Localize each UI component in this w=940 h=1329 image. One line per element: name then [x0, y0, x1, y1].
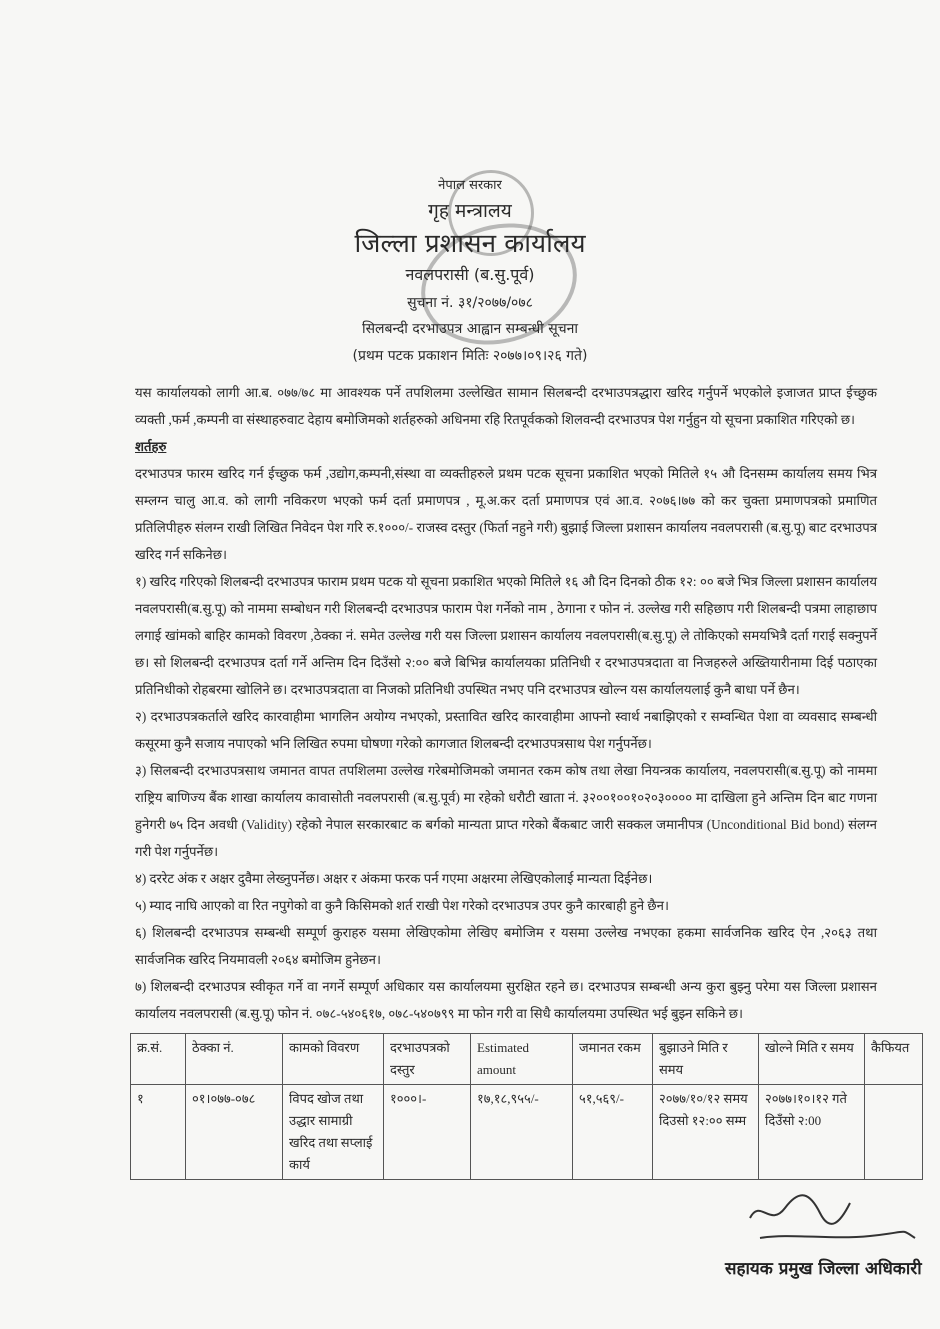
table-cell: १ [131, 1084, 186, 1179]
column-header: कैफियत [865, 1033, 923, 1084]
intro-paragraph: यस कार्यालयको लागी आ.ब. ०७७/७८ मा आवश्यक पर्ने तपशिलमा उल्लेखित सामान सिलबन्दी दरभाउपत्रद्धारा खरिद गर्नुपर्ने भएकोले इजाजत प्राप्त ईच्छुक व्यक्ती ,फर्म ,कम्पनी वा संस्थाहरुवाट देहाय बमोजिमको शर्तहरुको अधिनमा रहि रितपूर्वकको शिलवन्दी दरभाउपत्र पेश गर्नुहुन यो सूचना प्रकाशित गरिएको छ। [135, 384, 877, 427]
column-header: ठेक्का नं. [186, 1033, 283, 1084]
column-header: जमानत रकम [573, 1033, 653, 1084]
letterhead [0, 178, 940, 365]
condition-item: दरभाउपत्र फारम खरिद गर्न ईच्छुक फर्म ,उद्योग,कम्पनी,संस्था वा व्यक्तीहरुले प्रथम पटक सूचना प्रकाशित भएको मितिले १५ औ दिनसम्म कार्यालय समय भित्र सम्लग्न चालु आ.व. को लागी नविकरण भएको फर्म दर्ता प्रमाणपत्र , मू.अ.कर दर्ता प्रमाणपत्र एवं आ.व. २०७६।७७ को कर चुक्ता प्रमाणपत्रको प्रमाणित प्रतिलिपीहरु संलग्न राखी लिखित निवेदन पेश गरि रु.१०००/- राजस्व दस्तुर (फिर्ता नहुने गरी) बुझाई जिल्ला प्रशासन कार्यालय नवलपरासी (ब.सु.पू) बाट दरभाउपत्र खरिद गर्न सकिनेछ। [135, 465, 877, 562]
ministry-name: गृह मन्त्रालय [428, 199, 512, 222]
table-row [131, 1084, 923, 1179]
table-cell: ५१,५६९/- [573, 1084, 653, 1179]
column-header: कामको विवरण [283, 1033, 384, 1084]
condition-item: १) खरिद गरिएको शिलबन्दी दरभाउपत्र फाराम प्रथम पटक यो सूचना प्रकाशित भएको मितिले १६ औ दिन दिनको ठीक १२: ०० बजे भित्र जिल्ला प्रशासन कार्यालय नवलपरासी(ब.सु.पू) को नाममा सम्बोधन गरी शिलबन्दी दरभाउपत्र फाराम पेश गर्नेको नाम , ठेगाना र फोन नं. उल्लेख गरी सहिछाप गरी शिलबन्दी पत्रमा लाहाछाप लगाई खांमको बाहिर कामको विवरण ,ठेक्का नं. समेत उल्लेख गरी यस जिल्ला प्रशासन कार्यालय नवलपरासी(ब.सु.पू) ले तोकिएको समयभित्रै दर्ता गराई सक्नुपर्ने छ। सो शिलबन्दी दरभाउपत्र दर्ता गर्ने अन्तिम दिन दिउँसो २:०० बजे बिभिन्न कार्यालयका प्रतिनिधी र दरभाउपत्रदाता वा निजहरुले अख्तियारीनामा दिई पठाएका प्रतिनिधीको रोहबरमा खोलिने छ। दरभाउपत्रदाता वा निजको प्रतिनिधी उपस्थित नभए पनि दरभाउपत्र खोल्न यस कार्यालयलाई कुनै बाधा पर्ने छैन। [135, 573, 877, 697]
notice-title: सिलबन्दी दरभाउपत्र आह्वान सम्बन्धी सूचना [361, 321, 579, 338]
government-name: नेपाल सरकार [438, 178, 502, 193]
handwritten-signature [740, 1188, 920, 1248]
district-name: नवलपरासी (ब.सु.पूर्व) [405, 265, 535, 285]
column-header: बुझाउने मिति र समय [653, 1033, 759, 1084]
condition-item: २) दरभाउपत्रकर्ताले खरिद कारवाहीमा भागलिन अयोग्य नभएको, प्रस्तावित खरिद कारवाहीमा आफ्नो स्वार्थ नबाझिएको र सम्वन्धित पेशा वा व्यवसाद सम्बन्धी कसूरमा कुनै सजाय नपाएको भनि लिखित रुपमा घोषणा गरेको कागजात शिलबन्दी दरभाउपत्रसाथ पेश गर्नुपर्नेछ। [135, 708, 877, 751]
table-cell: १०००।- [384, 1084, 471, 1179]
table-cell: १७,१८,९५५/- [471, 1084, 573, 1179]
condition-item: ६) शिलबन्दी दरभाउपत्र सम्बन्धी सम्पूर्ण कुराहरु यसमा लेखिएकोमा लेखिए बमोजिम र यसमा उल्लेख नभएका हकमा सार्वजनिक खरिद ऐन ,२०६३ तथा सार्वजनिक खरिद नियमावली २०६४ बमोजिम हुनेछन। [135, 924, 877, 967]
condition-item: ४) दररेट अंक र अक्षर दुवैमा लेख्नुपर्नेछ। अक्षर र अंकमा फरक पर्न गएमा अक्षरमा लेखिएकोलाई मान्यता दिईनेछ। [135, 870, 653, 886]
signatory-designation: सहायक प्रमुख जिल्ला अधिकारी [725, 1258, 922, 1279]
table-cell: २०७७/१०/१२ समय दिउसो १२:०० सम्म [653, 1084, 759, 1179]
condition-item: ७) शिलबन्दी दरभाउपत्र स्वीकृत गर्ने वा नगर्ने सम्पूर्ण अधिकार यस कार्यालयमा सुरक्षित रहने छ। दरभाउपत्र सम्बन्धी अन्य कुरा बुझ्नु परेमा यस जिल्ला प्रशासन कार्यालय नवलपरासी (ब.सु.पू) फोन नं. ०७८-५४०६१७, ०७८-५४०७९९ मा फोन गरी वा सिधै कार्यालयमा उपस्थित भई बुझ्न सकिने छ। [135, 978, 877, 1021]
column-header: क्र.सं. [131, 1033, 186, 1084]
table-cell: २०७७।१०।१२ गते दिउँसो २:00 [759, 1084, 865, 1179]
office-name: जिल्ला प्रशासन कार्यालय [354, 228, 586, 259]
condition-item: ३) सिलबन्दी दरभाउपत्रसाथ जमानत वापत तपशिलमा उल्लेख गरेबमोजिमको जमानत रकम कोष तथा लेखा नियन्त्रक कार्यालय, नवलपरासी(ब.सु.पू) को नाममा राष्ट्रिय बाणिज्य बैंक शाखा कार्यालय कावासोती नवलपरासी (ब.सु.पूर्व) मा रहेको धरौटी खाता नं. ३२००१००१०२०३०००० मा दाखिला हुने अन्तिम दिन बाट गणना हुनेगरी ७५ दिन अवधी (Validity) रहेको नेपाल सरकारबाट क बर्गको मान्यता प्राप्त गरेको बैंकबाट जारी सक्कल जमानीपत्र (Unconditional Bid bond) संलग्न गरी पेश गर्नुपर्नेछ। [135, 762, 877, 859]
condition-item: ५) म्याद नाघि आएको वा रित नपुगेको वा कुनै किसिमको शर्त राखी पेश गरेको दरभाउपत्र उपर कुनै कारबाही हुने छैन। [135, 897, 669, 913]
table-cell [865, 1084, 923, 1179]
signature-block [725, 1188, 925, 1280]
notice-number: सुचना नं. ३१/२०७७/०७८ [407, 295, 533, 312]
publish-date: (प्रथम पटक प्रकाशन मितिः २०७७।०९।२६ गते) [352, 347, 588, 364]
column-header: दरभाउपत्रको दस्तुर [384, 1033, 471, 1084]
column-header: खोल्ने मिति र समय [759, 1033, 865, 1084]
column-header: Estimated amount [471, 1033, 573, 1084]
conditions-heading: शर्तहरु [135, 438, 167, 454]
table-header-row [131, 1033, 923, 1084]
tender-table [130, 1033, 923, 1180]
notice-body [135, 379, 877, 1027]
table-cell: विपद खोज तथा उद्धार सामाग्री खरिद तथा सप्लाई कार्य [283, 1084, 384, 1179]
table-cell: ०१।०७७-०७८ [186, 1084, 283, 1179]
